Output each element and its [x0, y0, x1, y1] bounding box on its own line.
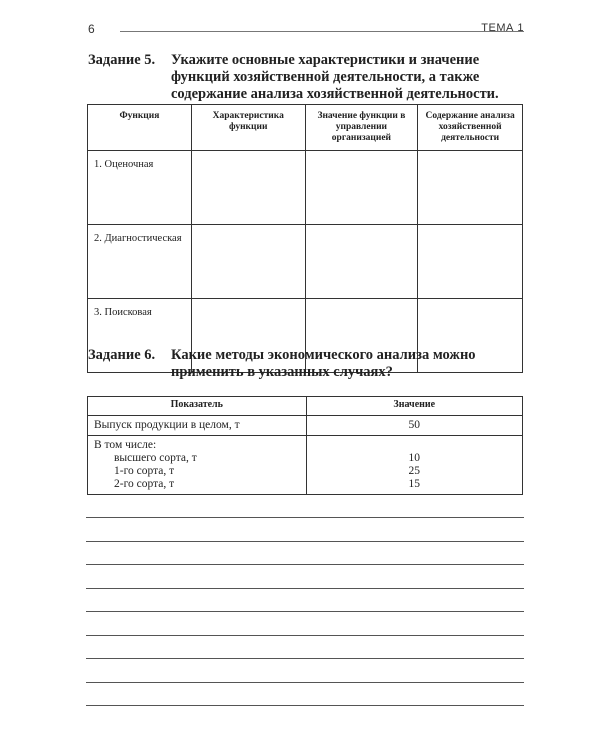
group-label: В том числе:: [94, 439, 157, 451]
writing-line: [86, 541, 524, 542]
function-name-cell: 3. Поисковая: [88, 299, 192, 373]
writing-line: [86, 517, 524, 518]
function-name-cell: 2. Диагностическая: [88, 225, 192, 299]
sub-row-label: 1-го сорта, т: [114, 465, 175, 477]
function-name-cell: 1. Оценочная: [88, 151, 192, 225]
writing-line: [86, 635, 524, 636]
indicator-value: 50: [306, 416, 522, 436]
header-significance: Значение функции в управлении организацией: [305, 105, 418, 151]
writing-line: [86, 588, 524, 589]
header-rule: [120, 31, 524, 32]
task-5-number: Задание 5.: [88, 52, 156, 68]
writing-line: [86, 611, 524, 612]
header-value: Значение: [306, 397, 522, 416]
sub-row-value: 25: [408, 465, 421, 477]
writing-line: [86, 705, 524, 706]
topic-label: ТЕМА 1: [481, 22, 524, 34]
task-6-text: Какие методы экономического анализа можно применить в указанных случаях?: [171, 347, 476, 380]
writing-line: [86, 564, 524, 565]
writing-line: [86, 658, 524, 659]
indicator-label: Выпуск продукции в целом, т: [88, 416, 307, 436]
answer-writing-area[interactable]: [86, 517, 524, 729]
header-indicator: Показатель: [88, 397, 307, 416]
sub-row-label: высшего сорта, т: [114, 452, 197, 464]
table-row: [88, 225, 523, 299]
task-6-number: Задание 6.: [88, 347, 156, 363]
table-row: [88, 436, 523, 495]
answer-cell[interactable]: [191, 225, 305, 299]
table-row: [88, 151, 523, 225]
task-6-table: [87, 396, 523, 495]
answer-cell[interactable]: [305, 225, 418, 299]
answer-cell[interactable]: [305, 151, 418, 225]
task-5-table-header-row: [88, 105, 523, 151]
table-row: [88, 416, 523, 436]
task-5-text: Укажите основные характеристики и значение функций хозяйственной деятельности, а также содержание анализа хозяйственной деятельности.: [171, 52, 499, 102]
answer-cell[interactable]: [418, 225, 523, 299]
header-characteristic: Характеристика функции: [191, 105, 305, 151]
sub-row-label: 2-го сорта, т: [114, 478, 175, 490]
header-analysis-content: Содержание анализа хозяйственной деятельности: [418, 105, 523, 151]
sub-row-value: 15: [408, 478, 421, 490]
breakdown-labels: [88, 436, 307, 495]
header-function: Функция: [88, 105, 192, 151]
task-5-table: [87, 104, 523, 373]
writing-line: [86, 682, 524, 683]
answer-cell[interactable]: [418, 151, 523, 225]
page-number: 6: [88, 22, 95, 36]
breakdown-values: [306, 436, 522, 495]
sub-row-value: 10: [408, 452, 421, 464]
task-6-table-header-row: [88, 397, 523, 416]
answer-cell[interactable]: [191, 151, 305, 225]
